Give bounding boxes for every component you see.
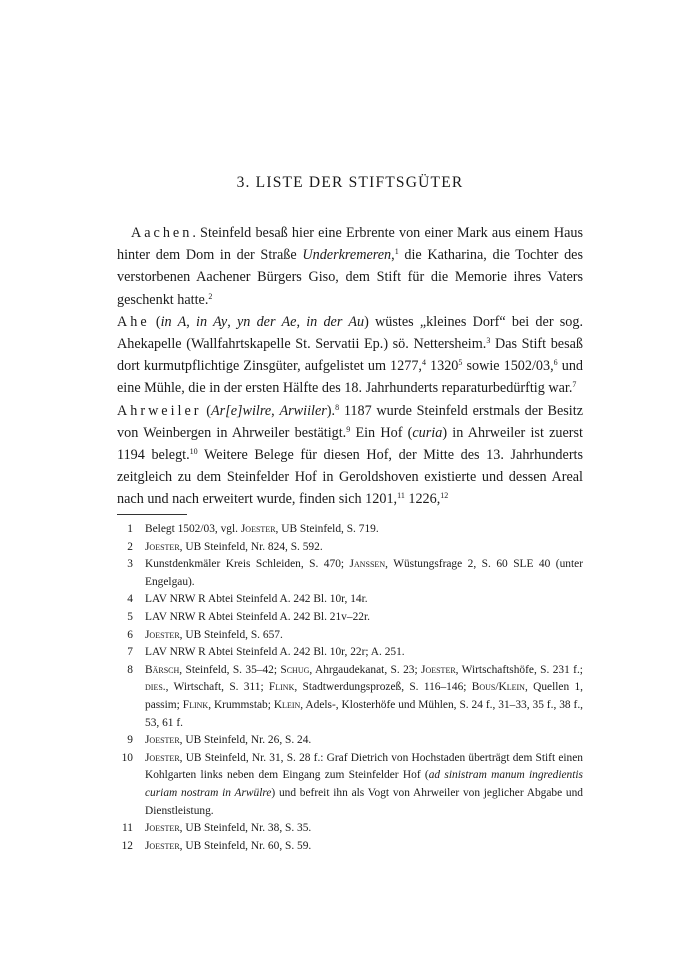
- text-run: sowie 1502/03,: [462, 358, 554, 375]
- text-run: und eine Mühle, die in der ersten Hälfte des 18. Jahrhunderts reparaturbedürftig war.: [117, 358, 584, 397]
- italic-text: Ar[e]wilre: [211, 402, 272, 419]
- text-run: . Steinfeld besaß hier eine Erbrente von einer Mark aus einem Haus hinter dem Dom in der Straße: [117, 225, 583, 264]
- italic-text: Underkremeren: [302, 247, 392, 264]
- footnote-number: 12: [121, 839, 133, 852]
- text-run: (: [149, 313, 161, 330]
- footnote-number: 5: [127, 610, 133, 623]
- main-text: [117, 222, 583, 511]
- text-run: , UB Steinfeld, S. 657.: [179, 628, 283, 641]
- text-run: , Ahrgaudekanat, S. 23;: [309, 663, 422, 676]
- entry-heading: Ahrweiler: [117, 402, 202, 419]
- footnote-number: 2: [127, 540, 133, 553]
- text-run: Kunstdenkmäler Kreis Schleiden, S. 470;: [145, 558, 350, 571]
- text-run: , UB Steinfeld, Nr. 38, S. 35.: [179, 822, 312, 835]
- footnote-ref: 7: [572, 380, 577, 390]
- text-run: Ein Hof (: [350, 424, 413, 441]
- footnote: [117, 732, 583, 750]
- italic-text: ad sinistram manum ingredientis curiam nostram in Arwülre: [145, 769, 583, 799]
- text-run: , Adels-, Klosterhöfe und Mühlen, S. 24 f., 31–33, 35 f., 38 f., 53, 61 f.: [145, 698, 584, 729]
- footnote-number: 6: [127, 628, 133, 641]
- footnote: [117, 627, 583, 645]
- footnote: [117, 539, 583, 557]
- text-run: , UB Steinfeld, Nr. 60, S. 59.: [179, 839, 312, 852]
- footnote-ref: 2: [208, 291, 213, 301]
- text-run: Weitere Belege für diesen Hof, der Mitte des 13. Jahrhunderts zeitgleich zu dem Steinfelder Hof in Geroldshoven existierte und dessen Areal nach und nach erweitert wurde, finden sich 1201,: [117, 447, 584, 508]
- author-name: Janssen: [349, 558, 386, 571]
- footnote-number: 1: [127, 523, 133, 535]
- footnote-ref: 8: [335, 402, 340, 412]
- text-run: , Quellen 1, passim;: [145, 681, 583, 711]
- footnote: [117, 838, 583, 856]
- italic-text: in der Au: [306, 313, 365, 330]
- text-run: , Krummstab;: [208, 698, 274, 711]
- text-run: , Wüstungsfrage 2, S. 60 SLE 40 (unter Engelgau).: [145, 558, 583, 588]
- footnote-separator: [117, 514, 187, 515]
- text-run: 1226,: [404, 491, 441, 508]
- footnote: [117, 521, 583, 539]
- footnote: [117, 591, 583, 609]
- text-run: LAV NRW R Abtei Steinfeld A. 242 Bl. 10r, 22r; A. 251.: [145, 646, 405, 659]
- italic-text: Arwiiler: [279, 402, 327, 419]
- author-name: Joester: [145, 540, 180, 553]
- footnote-number: 7: [127, 646, 133, 659]
- text-run: ,: [186, 313, 197, 330]
- footnote-number: 9: [127, 734, 133, 747]
- text-run: (: [201, 402, 211, 419]
- footnote-number: 8: [127, 663, 133, 676]
- paragraph: [117, 222, 583, 311]
- text-run: LAV NRW R Abtei Steinfeld A. 242 Bl. 21v–22r.: [145, 610, 370, 623]
- author-name: Joester: [145, 839, 180, 852]
- footnote: [117, 644, 583, 662]
- text-run: LAV NRW R Abtei Steinfeld A. 242 Bl. 10r, 14r.: [145, 593, 368, 606]
- text-run: , Steinfeld, S. 35–42;: [179, 663, 281, 676]
- text-run: , UB Steinfeld, Nr. 824, S. 592.: [179, 540, 323, 553]
- author-name: Joester: [145, 751, 180, 764]
- footnote-ref: 4: [421, 358, 426, 368]
- author-name: Flink: [268, 681, 295, 694]
- author-name: Flink: [182, 698, 209, 711]
- author-name: Joester: [421, 663, 456, 676]
- author-name: Joester: [145, 734, 180, 747]
- author-name: Joester: [145, 822, 180, 835]
- text-run: die Katharina, die Tochter des verstorbenen Aachener Bürgers Giso, dem Stift für die Memorie ihres Vaters geschenkt hatte.: [117, 247, 583, 308]
- text-run: , UB Steinfeld, S. 719.: [275, 523, 379, 535]
- footnote-ref: 12: [440, 491, 449, 501]
- italic-text: yn der Ae: [236, 313, 297, 330]
- footnote: [117, 609, 583, 627]
- footnote-ref: 10: [189, 447, 198, 457]
- author-name: Bous/Klein: [471, 681, 525, 694]
- text-run: 1320: [425, 358, 459, 375]
- text-run: ,: [271, 402, 280, 419]
- author-name: Bärsch: [145, 663, 180, 676]
- text-run: , UB Steinfeld, Nr. 31, S. 28 f.: Graf Dietrich von Hochstaden überträgt dem Stift einen Kohlgarten links neben dem Eingang zum Steinfelder Hof (: [145, 751, 583, 782]
- footnote-number: 10: [121, 751, 133, 764]
- italic-text: in Ay: [196, 313, 228, 330]
- italic-text: in A: [160, 313, 187, 330]
- footnote: [117, 820, 583, 838]
- paragraph: [117, 311, 583, 400]
- author-name: Joester: [145, 628, 180, 641]
- paragraph: [117, 400, 583, 511]
- text-run: ) und befreit ihn als Vogt von Ahrweiler von jeglicher Abgabe und Dienstleistung.: [145, 786, 583, 817]
- author-name: Klein: [273, 698, 301, 711]
- footnote-ref: 3: [486, 336, 491, 346]
- footnote-number: 4: [127, 593, 133, 606]
- text-run: ) wüstes „kleines Dorf“ bei der sog. Ahekapelle (Wallfahrtskapelle St. Servatii Ep.) sö. Nettersheim.: [117, 313, 584, 353]
- author-name: dies.: [145, 681, 166, 694]
- footnote-ref: 1: [394, 247, 399, 257]
- text-run: Das Stift besaß dort kurmutpflichtige Zinsgüter, aufgelistet um 1277,: [117, 336, 583, 375]
- text-run: 1187 wurde Steinfeld erstmals der Besitz von Weinbergen in Ahrweiler bestätigt.: [117, 402, 583, 441]
- footnote-ref: 6: [553, 358, 558, 368]
- text-run: , UB Steinfeld, Nr. 26, S. 24.: [179, 734, 312, 747]
- chapter-title: 3. LISTE DER STIFTSGÜTER: [236, 174, 464, 191]
- text-run: ).: [326, 402, 336, 419]
- entry-heading: Ahe: [117, 313, 150, 330]
- footnote-number: 3: [127, 558, 133, 571]
- footnote: [117, 556, 583, 591]
- author-name: Schug: [280, 663, 310, 676]
- text-run: ,: [391, 247, 395, 264]
- text-run: ,: [227, 313, 237, 330]
- text-run: , Stadtwerdungsprozeß, S. 116–146;: [294, 681, 472, 694]
- footnote-ref: 5: [458, 358, 463, 368]
- footnote-ref: 9: [346, 424, 351, 434]
- footnotes: [117, 521, 583, 855]
- text-run: ,: [296, 313, 307, 330]
- text-run: , Wirtschaftshöfe, S. 231 f.;: [455, 663, 583, 676]
- footnote: [117, 750, 583, 820]
- text-run: ) in Ahrweiler ist zuerst 1194 belegt.: [117, 424, 583, 464]
- footnote-number: 11: [122, 822, 133, 835]
- text-run: Belegt 1502/03, vgl.: [145, 523, 241, 535]
- entry-heading: Aachen: [131, 225, 193, 241]
- footnote: [117, 662, 583, 732]
- author-name: Joester: [240, 523, 276, 535]
- text-run: , Wirtschaft, S. 311;: [165, 681, 269, 694]
- italic-text: curia: [412, 424, 443, 441]
- footnote-ref: 11: [397, 491, 405, 501]
